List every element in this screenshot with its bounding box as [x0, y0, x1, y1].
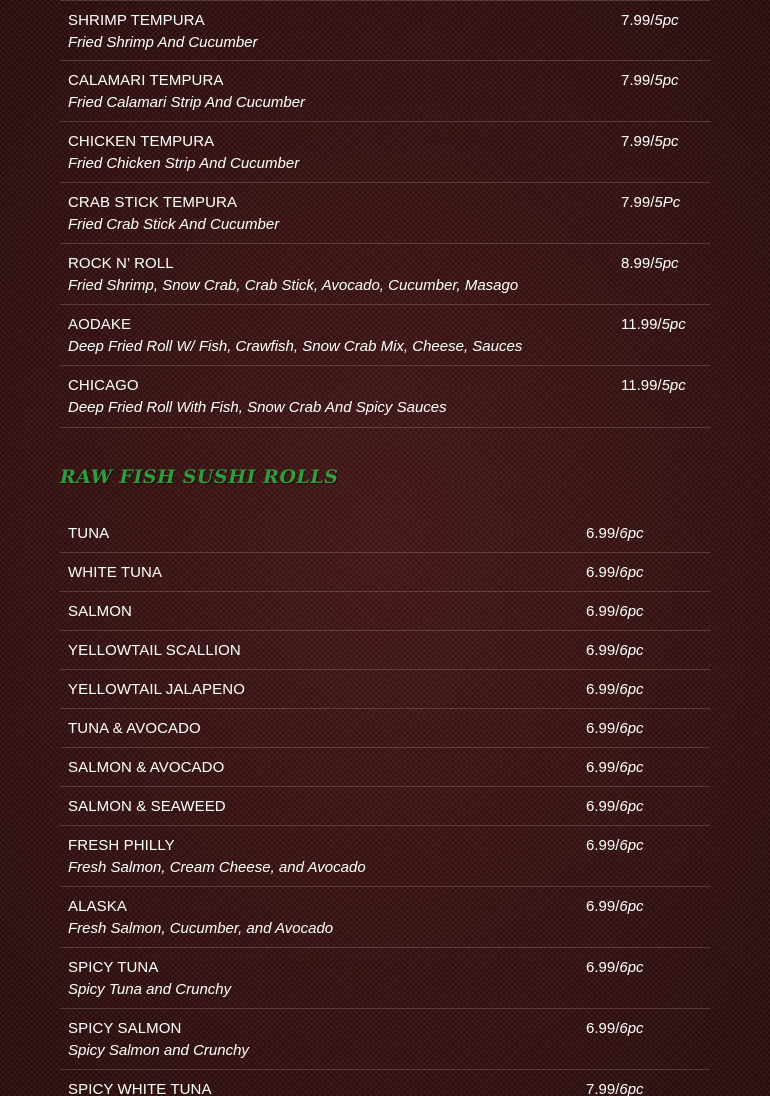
item-name: WHITE TUNA: [68, 564, 163, 581]
item-name: AODAKE: [68, 316, 132, 333]
item-price: 11.99/5pc: [621, 377, 686, 394]
item-piece-count: 6pc: [619, 798, 644, 815]
item-name: CHICAGO: [68, 377, 139, 394]
item-price: 6.99/6pc: [586, 720, 644, 737]
item-description: Spicy Salmon and Crunchy: [68, 1042, 249, 1059]
list-item: [60, 553, 710, 592]
item-piece-count: 6pc: [619, 642, 644, 659]
item-price: 6.99/6pc: [586, 603, 644, 620]
item-description: Fresh Salmon, Cucumber, and Avocado: [68, 920, 334, 937]
list-item: [60, 61, 710, 122]
item-piece-count: 5Pc: [654, 194, 681, 211]
item-name: CALAMARI TEMPURA: [68, 72, 224, 89]
item-price: 7.99/6pc: [586, 1081, 644, 1096]
list-item: [60, 244, 710, 305]
list-item: [60, 122, 710, 183]
item-piece-count: 6pc: [619, 1081, 644, 1096]
item-description: Spicy Tuna and Crunchy: [68, 981, 232, 998]
item-piece-count: 6pc: [619, 720, 644, 737]
item-price: 7.99/5pc: [621, 72, 679, 89]
list-item: [60, 709, 710, 748]
item-name: YELLOWTAIL JALAPENO: [68, 681, 245, 698]
item-name: CHICKEN TEMPURA: [68, 133, 215, 150]
item-name: SALMON & AVOCADO: [68, 759, 225, 776]
item-price: 7.99/5Pc: [621, 194, 681, 211]
item-price: 6.99/6pc: [586, 898, 644, 915]
item-name: ROCK N’ ROLL: [68, 255, 174, 272]
tempura-rolls-list: [60, 0, 710, 428]
item-piece-count: 6pc: [619, 959, 644, 976]
item-piece-count: 5pc: [661, 377, 686, 394]
item-price: 7.99/5pc: [621, 12, 679, 29]
item-description: Deep Fried Roll W/ Fish, Crawfish, Snow Crab Mix, Cheese, Sauces: [68, 338, 523, 355]
list-item: [60, 366, 710, 428]
item-piece-count: 6pc: [619, 1020, 644, 1037]
item-name: TUNA & AVOCADO: [68, 720, 201, 737]
item-price: 6.99/6pc: [586, 837, 644, 854]
list-item: [60, 514, 710, 553]
item-piece-count: 6pc: [619, 898, 644, 915]
item-name: SALMON & SEAWEED: [68, 798, 226, 815]
item-piece-count: 6pc: [619, 564, 644, 581]
item-price: 6.99/6pc: [586, 798, 644, 815]
item-piece-count: 5pc: [654, 12, 679, 29]
item-description: Fried Shrimp And Cucumber: [68, 34, 258, 51]
item-name: FRESH PHILLY: [68, 837, 175, 854]
item-price: 6.99/6pc: [586, 525, 644, 542]
list-item: [60, 826, 710, 887]
item-price: 11.99/5pc: [621, 316, 686, 333]
item-name: SPICY SALMON: [68, 1020, 182, 1037]
item-piece-count: 6pc: [619, 681, 644, 698]
item-price: 6.99/6pc: [586, 959, 644, 976]
item-name: SHRIMP TEMPURA: [68, 12, 205, 29]
item-name: ALASKA: [68, 898, 127, 915]
item-description: Fresh Salmon, Cream Cheese, and Avocado: [68, 859, 366, 876]
item-name: SALMON: [68, 603, 132, 620]
item-price: 6.99/6pc: [586, 564, 644, 581]
item-piece-count: 6pc: [619, 525, 644, 542]
item-description: Fried Calamari Strip And Cucumber: [68, 94, 306, 111]
item-description: Fried Crab Stick And Cucumber: [68, 216, 280, 233]
item-piece-count: 5pc: [654, 72, 679, 89]
item-price: 8.99/5pc: [621, 255, 679, 272]
item-piece-count: 5pc: [654, 255, 679, 272]
list-item: [60, 670, 710, 709]
item-name: SPICY WHITE TUNA: [68, 1081, 212, 1096]
raw-fish-rolls-list: [60, 514, 710, 1096]
item-name: SPICY TUNA: [68, 959, 159, 976]
item-piece-count: 6pc: [619, 603, 644, 620]
list-item: [60, 1070, 710, 1096]
item-piece-count: 6pc: [619, 759, 644, 776]
item-description: Fried Chicken Strip And Cucumber: [68, 155, 300, 172]
list-item: [60, 592, 710, 631]
item-name: CRAB STICK TEMPURA: [68, 194, 238, 211]
section-title: RAW FISH SUSHI ROLLS: [60, 466, 339, 488]
list-item: [60, 887, 710, 948]
item-name: YELLOWTAIL SCALLION: [68, 642, 241, 659]
item-piece-count: 5pc: [654, 133, 679, 150]
item-piece-count: 5pc: [661, 316, 686, 333]
item-price: 6.99/6pc: [586, 642, 644, 659]
item-price: 7.99/5pc: [621, 133, 679, 150]
item-name: TUNA: [68, 525, 110, 542]
list-item: [60, 1009, 710, 1070]
item-description: Fried Shrimp, Snow Crab, Crab Stick, Avocado, Cucumber, Masago: [68, 277, 519, 294]
item-price: 6.99/6pc: [586, 759, 644, 776]
list-item: [60, 0, 710, 61]
item-description: Deep Fried Roll With Fish, Snow Crab And Spicy Sauces: [68, 399, 447, 416]
list-item: [60, 948, 710, 1009]
list-item: [60, 748, 710, 787]
item-price: 6.99/6pc: [586, 681, 644, 698]
list-item: [60, 183, 710, 244]
item-piece-count: 6pc: [619, 837, 644, 854]
list-item: [60, 787, 710, 826]
item-price: 6.99/6pc: [586, 1020, 644, 1037]
list-item: [60, 305, 710, 366]
list-item: [60, 631, 710, 670]
